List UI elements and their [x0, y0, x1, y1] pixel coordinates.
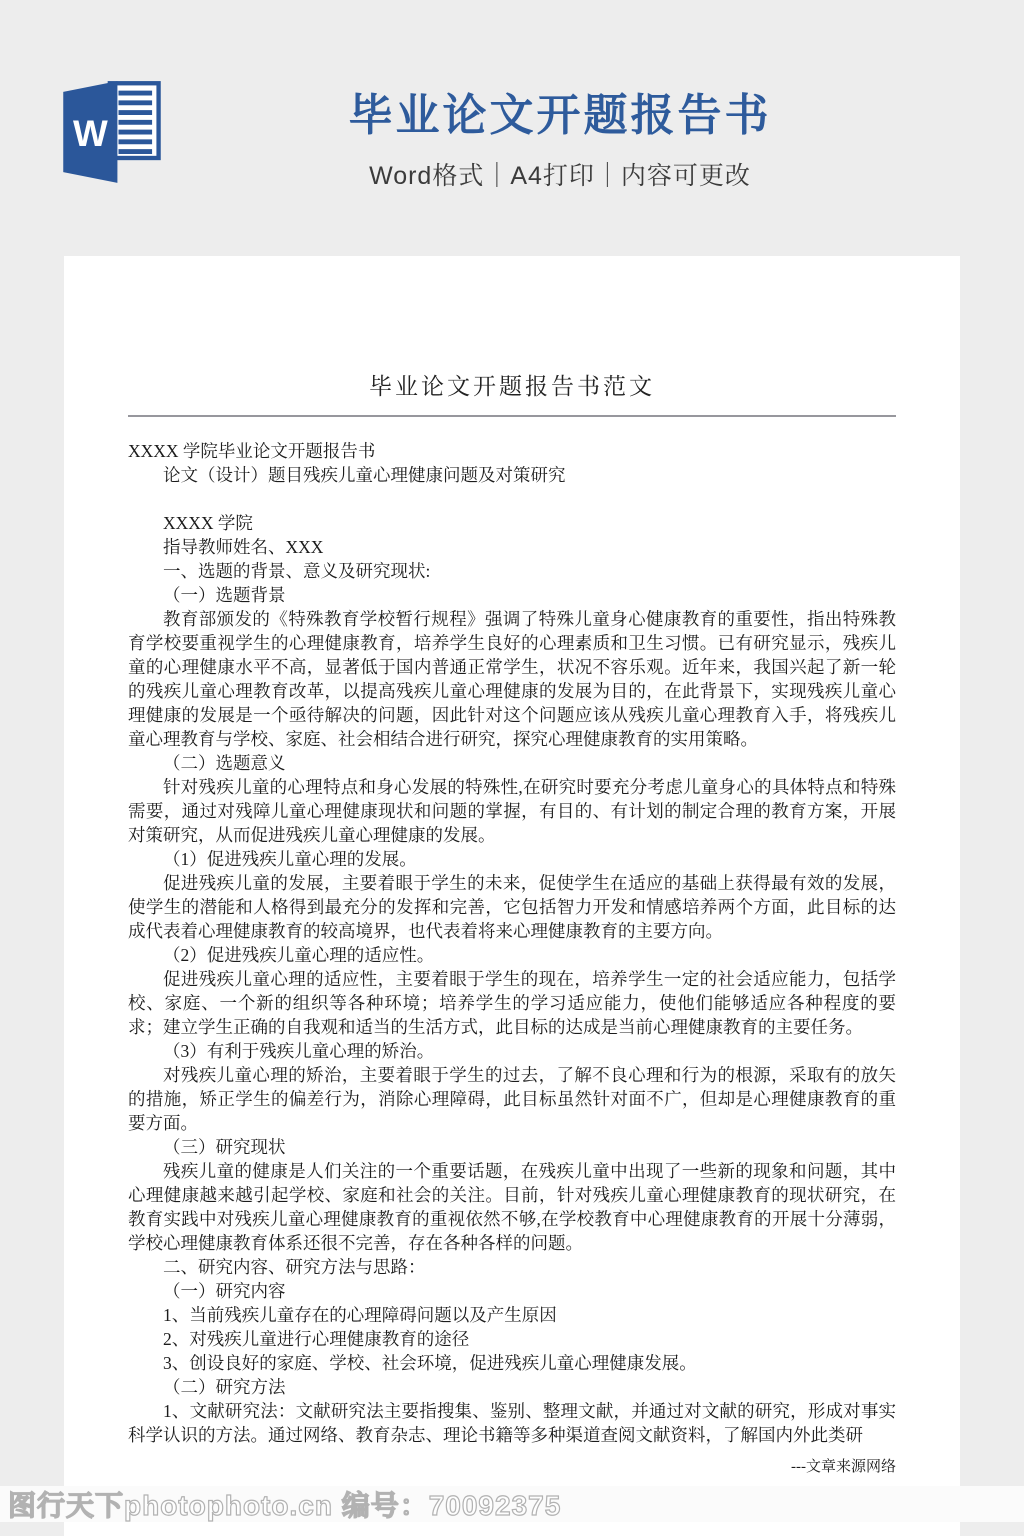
- document-paragraph: 论文（设计）题目残疾儿童心理健康问题及对策研究: [163, 465, 566, 485]
- document-page: [64, 256, 960, 1536]
- document-paragraph: XXXX 学院: [163, 513, 253, 533]
- document-paragraph: XXXX 学院毕业论文开题报告书: [128, 441, 376, 461]
- document-paragraph: （二）研究方法: [163, 1377, 286, 1397]
- document-paragraph: 1、文献研究法：文献研究法主要指搜集、鉴别、整理文献，并通过对文献的研究，形成对事实科学认识的方法。通过网络、教育杂志、理论书籍等多种渠道查阅文献资料，了解国内外此类研: [128, 1401, 896, 1445]
- document-paragraph: （一）研究内容: [163, 1281, 286, 1301]
- header-text-block: [96, 92, 1024, 192]
- document-body: [128, 439, 896, 1447]
- document-paragraph: （1）促进残疾儿童心理的发展。: [163, 849, 417, 869]
- title-divider: [128, 415, 896, 417]
- document-paragraph: 二、研究内容、研究方法与思路：: [163, 1257, 426, 1277]
- document-title: 毕业论文开题报告书范文: [369, 374, 655, 399]
- document-paragraph: 促进残疾儿童心理的适应性，主要着眼于学生的现在，培养学生一定的社会适应能力，包括学校、家庭、一个新的组织等各种环境；培养学生的学习适应能力，使他们能够适应各种程度的要求；建立学生正确的自我观和适当的生活方式，此目标的达成是当前心理健康教育的主要任务。: [128, 969, 896, 1037]
- document-paragraph: 指导教师姓名、XXX: [163, 537, 324, 557]
- source-note: ---文章来源网络: [791, 1459, 896, 1475]
- document-paragraph: 针对残疾儿童的心理特点和身心发展的特殊性,在研究时要充分考虑儿童身心的具体特点和特殊需要，通过对残障儿童心理健康现状和问题的掌握，有目的、有计划的制定合理的教育方案，开展对策研究，从而促进残疾儿童心理健康的发展。: [128, 777, 896, 845]
- document-paragraph: 1、当前残疾儿童存在的心理障碍问题以及产生原因: [163, 1305, 557, 1325]
- document-paragraph: 残疾儿童的健康是人们关注的一个重要话题，在残疾儿童中出现了一些新的现象和问题，其中心理健康越来越引起学校、家庭和社会的关注。目前，针对残疾儿童心理健康教育的现状研究，在教育实践中对残疾儿童心理健康教育的重视依然不够,在学校教育中心理健康教育的开展十分薄弱，学校心理健康教育体系还很不完善，存在各种各样的问题。: [128, 1161, 896, 1253]
- page-title: 毕业论文开题报告书: [348, 91, 772, 140]
- document-paragraph: （三）研究现状: [163, 1137, 286, 1157]
- document-paragraph: 教育部颁发的《特殊教育学校暂行规程》强调了特殊儿童身心健康教育的重要性，指出特殊教育学校要重视学生的心理健康教育，培养学生良好的心理素质和卫生习惯。已有研究显示，残疾儿童的心理健康水平不高，显著低于国内普通正常学生，状况不容乐观。近年来，我国兴起了新一轮的残疾儿童心理教育改革，以提高残疾儿童心理健康的发展为目的，在此背景下，实现残疾儿童心理健康的发展是一个亟待解决的问题，因此针对这个问题应该从残疾儿童心理教育入手，将残疾儿童心理教育与学校、家庭、社会相结合进行研究，探究心理健康教育的实用策略。: [128, 609, 896, 749]
- document-paragraph: 促进残疾儿童的发展，主要着眼于学生的未来，促使学生在适应的基础上获得最有效的发展，使学生的潜能和人格得到最充分的发挥和完善，它包括智力开发和情感培养两个方面，此目标的达成代表着心理健康教育的较高境界，也代表着将来心理健康教育的主要方向。: [128, 873, 896, 941]
- header: [0, 0, 1024, 230]
- document-paragraph: 对残疾儿童心理的矫治，主要着眼于学生的过去，了解不良心理和行为的根源，采取有的放矢的措施，矫正学生的偏差行为，消除心理障碍，此目标虽然针对面不广，但却是心理健康教育的重要方面。: [128, 1065, 896, 1133]
- watermark-text: 图行天下photophoto.cn 编号：70092375: [8, 1490, 562, 1521]
- document-paragraph: 2、对残疾儿童进行心理健康教育的途径: [163, 1329, 470, 1349]
- document-paragraph: 一、选题的背景、意义及研究现状:: [163, 561, 431, 581]
- document-paragraph: （二）选题意义: [163, 753, 286, 773]
- page-subtitle: Word格式｜A4打印｜内容可更改: [369, 162, 751, 191]
- document-paragraph: （2）促进残疾儿童心理的适应性。: [163, 945, 435, 965]
- document-paragraph: [128, 487, 896, 511]
- svg-text:W: W: [72, 113, 108, 155]
- document-paragraph: （一）选题背景: [163, 585, 286, 605]
- document-paragraph: （3）有利于残疾儿童心理的矫治。: [163, 1041, 435, 1061]
- document-paragraph: 3、创设良好的家庭、学校、社会环境，促进残疾儿童心理健康发展。: [163, 1353, 697, 1373]
